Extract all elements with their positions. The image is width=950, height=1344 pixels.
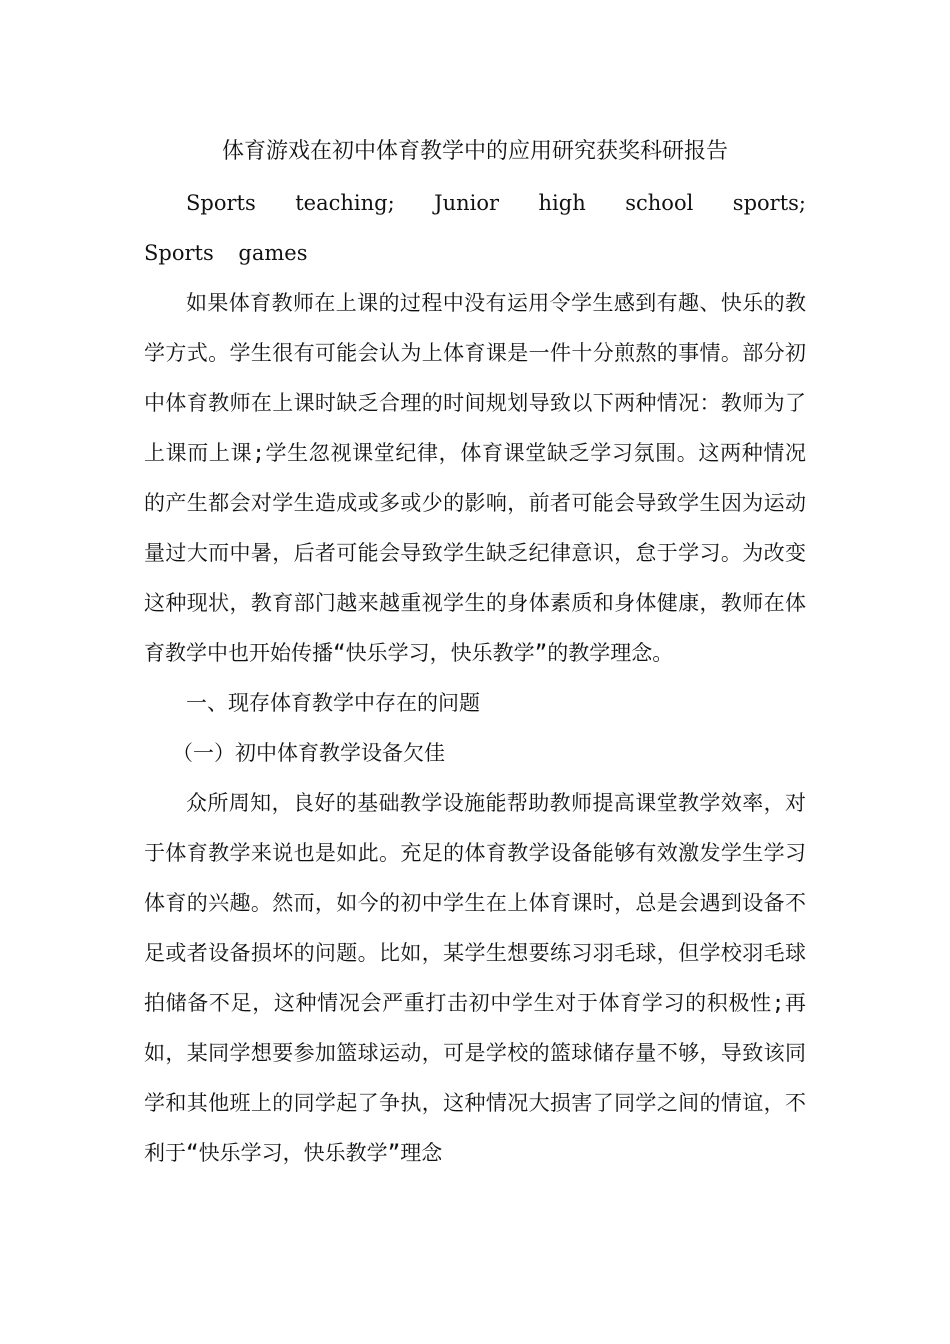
keywords-english: Sports teaching; Junior high school sports; Sports games <box>144 191 806 265</box>
paragraph-intro: 如果体育教师在上课的过程中没有运用令学生感到有趣、快乐的教学方式。学生很有可能会认为上体育课是一件十分煎熬的事情。部分初中体育教师在上课时缺乏合理的时间规划导致以下两种情况：教师为了上课而上课;学生忽视课堂纪律，体育课堂缺乏学习氛围。这两种情况的产生都会对学生造成或多或少的影响，前者可能会导致学生因为运动量过大而中暑，后者可能会导致学生缺乏纪律意识，怠于学习。为改变这种现状，教育部门越来越重视学生的身体素质和身体健康，教师在体育教学中也开始传播“快乐学习，快乐教学”的教学理念。 <box>144 291 806 665</box>
subsection-heading: （一）初中体育教学设备欠佳 <box>172 741 445 765</box>
section-heading: 一、现存体育教学中存在的问题 <box>186 691 480 715</box>
document-title: 体育游戏在初中体育教学中的应用研究获奖科研报告 <box>221 139 728 164</box>
paragraph-equipment: 众所周知，良好的基础教学设施能帮助教师提高课堂教学效率，对于体育教学来说也是如此。充足的体育教学设备能够有效激发学生学习体育的兴趣。然而，如今的初中学生在上体育课时，总是会遇到设备不足或者设备损坏的问题。比如，某学生想要练习羽毛球，但学校羽毛球拍储备不足，这种情况会严重打击初中学生对于体育学习的积极性;再如，某同学想要参加篮球运动，可是学校的篮球储存量不够，导致该同学和其他班上的同学起了争执，这种情况大损害了同学之间的情谊，不利于“快乐学习，快乐教学”理念 <box>144 791 806 1165</box>
document-body <box>144 178 806 1178</box>
